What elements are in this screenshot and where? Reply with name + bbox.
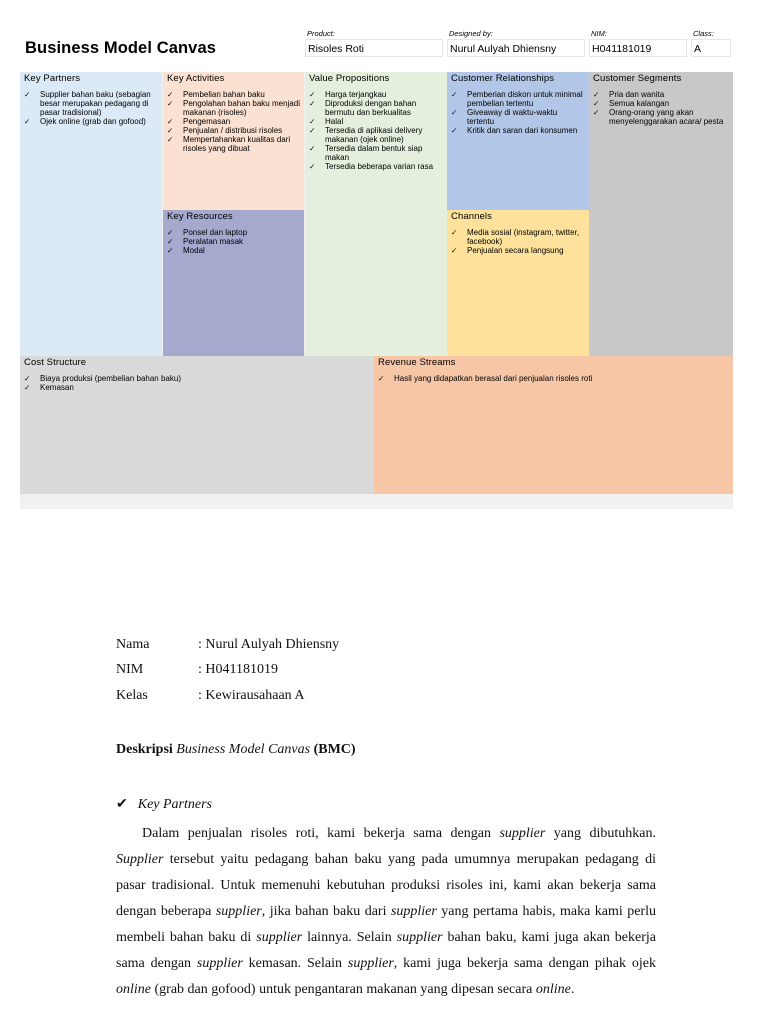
key-partners-list: [24, 90, 158, 126]
list-item: ✓ Media sosial (instagram, twitter, facebook): [451, 228, 585, 246]
key-resources-block: [163, 210, 304, 356]
text-run: yang pertama habis, maka kami perlu membeli bahan baku di: [116, 904, 656, 945]
key-activities-list: [167, 90, 300, 153]
revenue-streams-list: [378, 374, 729, 383]
italic-term: supplier: [390, 904, 437, 919]
key-activities-block: [163, 72, 304, 210]
key-partners-paragraph: [116, 821, 656, 1003]
list-item: ✓ Tersedia dalam bentuk siap makan: [309, 144, 443, 162]
italic-term: online: [535, 982, 571, 997]
list-item: ✓ Tersedia beberapa varian rasa: [309, 162, 443, 171]
italic-term: online: [116, 982, 151, 997]
customer-relationships-block: [447, 72, 589, 210]
cost-structure-list: [24, 374, 370, 392]
text-run: kemasan. Selain: [242, 956, 348, 971]
text-run: Dalam penjualan risoles roti, kami bekerja sama dengan: [142, 826, 500, 841]
value-propositions-block: [305, 72, 447, 356]
value-propositions-list: [309, 90, 443, 171]
list-item: ✓ Pembelian bahan baku: [167, 90, 300, 99]
list-item: ✓ Penjualan / distribusi risoles: [167, 126, 300, 135]
info-key: Nama: [116, 637, 150, 652]
text-run: yang dibutuhkan.: [545, 826, 656, 841]
text-run: bahan baku, kami juga akan bekerja sama dengan: [116, 930, 656, 971]
list-item: ✓ Peralatan masak: [167, 237, 300, 246]
canvas-header: [20, 20, 733, 72]
customer-segments-block: [589, 72, 733, 356]
info-key: NIM: [116, 662, 144, 677]
italic-term: supplier: [499, 826, 546, 841]
desc-bold-1: Deskripsi: [116, 742, 177, 757]
key-partners-title: Key Partners: [24, 73, 81, 84]
list-item: ✓ Diproduksi dengan bahan bermutu dan berkualitas: [309, 99, 443, 117]
class-label: Class:: [693, 29, 714, 38]
channels-block: [447, 210, 589, 356]
nim-field: H041181019: [589, 39, 687, 57]
designer-field: Nurul Aulyah Dhiensny: [447, 39, 585, 57]
list-item: ✓ Biaya produksi (pembelian bahan baku): [24, 374, 370, 383]
nim-label: NIM:: [591, 29, 607, 38]
text-run: lainnya. Selain: [302, 930, 397, 945]
checkmark-icon: ✔: [116, 797, 128, 812]
revenue-streams-title: Revenue Streams: [378, 357, 456, 368]
designer-label: Designed by:: [449, 29, 493, 38]
desc-italic: Business Model Canvas: [176, 742, 311, 757]
list-item: ✓ Tersedia di aplikasi delivery makanan (ojek online): [309, 126, 443, 144]
list-item: ✓ Pengemasan: [167, 117, 300, 126]
text-run: .: [570, 982, 575, 997]
cost-structure-block: [20, 356, 374, 494]
text-run: (grab dan gofood) untuk pengantaran makanan yang dipesan secara: [151, 982, 536, 997]
list-item: ✓ Harga terjangkau: [309, 90, 443, 99]
list-item: ✓ Modal: [167, 246, 300, 255]
italic-term: supplier: [196, 956, 243, 971]
customer-segments-list: [593, 90, 729, 126]
canvas-title: Business Model Canvas: [25, 39, 216, 57]
cost-structure-title: Cost Structure: [24, 357, 87, 368]
list-item: ✓ Halal: [309, 117, 443, 126]
info-value: : H041181019: [198, 662, 278, 677]
list-item: ✓ Kemasan: [24, 383, 370, 392]
list-item: ✓ Pria dan wanita: [593, 90, 729, 99]
value-propositions-title: Value Propositions: [309, 73, 390, 84]
text-run: tersebut yaitu pedagang bahan baku yang pada umumnya merupakan pedagang di pasar tradisional. Untuk memenuhi kebutuhan produksi risoles ini, kami akan bekerja sama dengan beberapa: [116, 852, 656, 919]
text-run: , jika bahan baku dari: [261, 904, 391, 919]
italic-term: supplier: [215, 904, 262, 919]
channels-title: Channels: [451, 211, 492, 222]
info-key: Kelas: [116, 688, 148, 703]
customer-relationships-title: Customer Relationships: [451, 73, 555, 84]
key-resources-title: Key Resources: [167, 211, 233, 222]
channels-list: [451, 228, 585, 255]
list-item: ✓ Semua kalangan: [593, 99, 729, 108]
revenue-streams-block: [374, 356, 733, 494]
info-value: : Nurul Aulyah Dhiensny: [198, 637, 340, 652]
list-item: ✓ Hasil yang didapatkan berasal dari penjualan risoles roti: [378, 374, 729, 383]
desc-bold-2: (BMC): [310, 742, 356, 757]
list-item: ✓ Kritik dan saran dari konsumen: [451, 126, 585, 135]
italic-term: supplier: [256, 930, 303, 945]
italic-term: Supplier: [116, 852, 164, 867]
key-partners-block: [20, 72, 162, 356]
list-item: ✓ Orang-orang yang akan menyelenggarakan acara/ pesta: [593, 108, 729, 126]
list-item: ✓ Ojek online (grab dan gofood): [24, 117, 158, 126]
business-model-canvas: [20, 20, 733, 509]
info-value: : Kewirausahaan A: [198, 688, 305, 703]
italic-term: supplier: [396, 930, 443, 945]
product-field: Risoles Roti: [305, 39, 443, 57]
list-item: ✓ Penjualan secara langsung: [451, 246, 585, 255]
key-resources-list: [167, 228, 300, 255]
list-item: ✓ Mempertahankan kualitas dari risoles yang dibuat: [167, 135, 300, 153]
list-item: ✓ Giveaway di waktu-waktu tertentu: [451, 108, 585, 126]
section-key-partners: [116, 796, 212, 813]
customer-segments-title: Customer Segments: [593, 73, 682, 84]
list-item: ✓ Pemberian diskon untuk minimal pembelian tertentu: [451, 90, 585, 108]
list-item: ✓ Pengolahan bahan baku menjadi makanan (risoles): [167, 99, 300, 117]
italic-term: supplier: [347, 956, 394, 971]
section-title: Key Partners: [137, 797, 212, 812]
list-item: ✓ Ponsel dan laptop: [167, 228, 300, 237]
customer-relationships-list: [451, 90, 585, 135]
description-heading: [116, 742, 356, 758]
product-label: Product:: [307, 29, 335, 38]
text-run: , kami juga bekerja sama dengan pihak ojek: [393, 956, 656, 971]
key-activities-title: Key Activities: [167, 73, 225, 84]
class-field: A: [691, 39, 731, 57]
list-item: ✓ Supplier bahan baku (sebagian besar merupakan pedagang di pasar tradisional): [24, 90, 158, 117]
